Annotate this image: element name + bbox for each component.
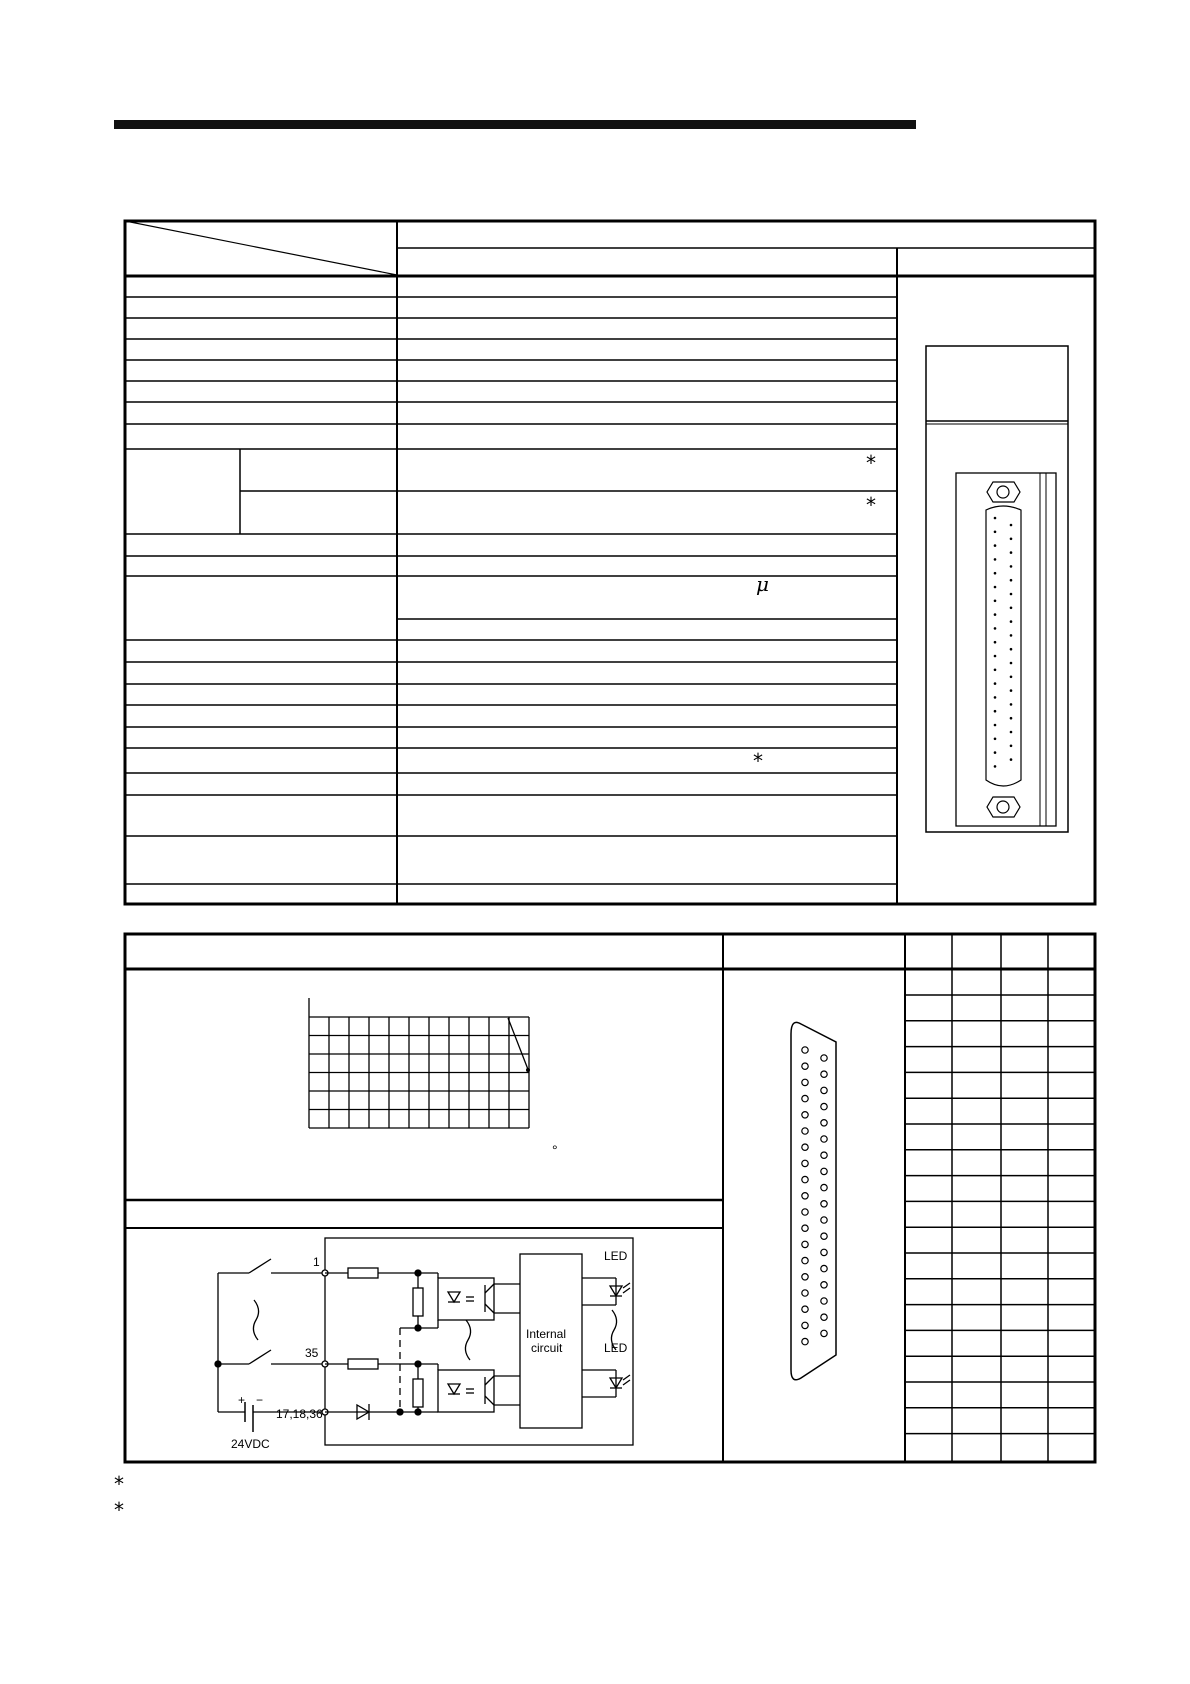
pin-dot <box>994 586 997 589</box>
header-diagonal <box>125 221 397 275</box>
wiring-table <box>125 934 1095 1462</box>
pin-circle <box>802 1112 808 1118</box>
connector-pins <box>802 1047 827 1345</box>
pin-dot <box>994 696 997 699</box>
connector-pin-dots <box>994 517 1013 768</box>
pin-dot <box>1010 662 1013 665</box>
hex-screw-icon <box>987 797 1020 817</box>
pin-circle <box>802 1306 808 1312</box>
terminal-label: 35 <box>305 1346 319 1360</box>
pin-dot <box>1010 703 1013 706</box>
footnote-mark: * <box>753 749 763 773</box>
chart-leader-line <box>508 1018 529 1072</box>
hex-screw-icon <box>987 482 1020 502</box>
pin-circle <box>802 1160 808 1166</box>
footnote-mark: * <box>866 451 876 475</box>
terminal-label: 1 <box>313 1255 320 1269</box>
omission-mark <box>253 1300 258 1340</box>
pin-dot <box>994 627 997 630</box>
pin-circle <box>802 1047 808 1053</box>
footnote-mark: * <box>114 1498 124 1522</box>
pin-circle <box>802 1176 808 1182</box>
led-label: LED <box>604 1341 628 1355</box>
pin-circle <box>802 1144 808 1150</box>
internal-circuit-label: circuit <box>531 1341 563 1355</box>
degree-mark: ° <box>552 1142 558 1158</box>
switch-icon <box>249 1259 271 1273</box>
pin-dot <box>994 682 997 685</box>
pin-table-rows <box>905 995 1095 1434</box>
d-sub-connector <box>791 1022 836 1379</box>
pin-circle <box>802 1322 808 1328</box>
pin-dot <box>994 641 997 644</box>
pin-dot <box>1010 745 1013 748</box>
pin-circle <box>802 1225 808 1231</box>
pin-circle <box>821 1152 827 1158</box>
connector-outline <box>791 1022 836 1379</box>
pin-dot <box>1010 676 1013 679</box>
pin-circle <box>821 1136 827 1142</box>
pin-circle <box>821 1201 827 1207</box>
pin-dot <box>1010 565 1013 568</box>
pin-circle <box>802 1274 808 1280</box>
pin-circle <box>821 1217 827 1223</box>
pin-dot <box>1010 524 1013 527</box>
resistor-icon <box>413 1288 423 1316</box>
pin-dot <box>994 765 997 768</box>
pin-dot <box>1010 579 1013 582</box>
footnote-mark: * <box>866 493 876 517</box>
switch-icon <box>249 1350 271 1364</box>
pin-circle <box>802 1095 808 1101</box>
pin-dot <box>994 531 997 534</box>
pin-circle <box>802 1063 808 1069</box>
module-front-view <box>926 346 1068 832</box>
footnote-mark: * <box>114 1472 124 1496</box>
pin-dot <box>1010 689 1013 692</box>
pin-dot <box>1010 758 1013 761</box>
terminal-label: 17,18,36 <box>276 1407 323 1421</box>
wiring-table-border <box>125 934 1095 1462</box>
connector-shell <box>986 506 1021 786</box>
module-boundary <box>325 1238 633 1445</box>
spec-table-border <box>125 221 1095 904</box>
pin-circle <box>821 1055 827 1061</box>
pin-dot <box>1010 551 1013 554</box>
pin-circle <box>821 1184 827 1190</box>
pin-circle <box>821 1249 827 1255</box>
pin-dot <box>994 710 997 713</box>
pin-circle <box>821 1314 827 1320</box>
pin-dot <box>994 517 997 520</box>
pin-circle <box>821 1282 827 1288</box>
pin-circle <box>821 1071 827 1077</box>
omission-mark <box>465 1320 470 1360</box>
pin-dot <box>1010 731 1013 734</box>
pin-dot <box>994 613 997 616</box>
pin-dot <box>994 669 997 672</box>
spec-row-lines <box>125 297 897 884</box>
pin-dot <box>994 544 997 547</box>
pin-dot <box>1010 538 1013 541</box>
pin-circle <box>802 1079 808 1085</box>
pin-circle <box>821 1298 827 1304</box>
pin-circle <box>821 1265 827 1271</box>
pin-circle <box>821 1120 827 1126</box>
minus-label: − <box>256 1393 264 1407</box>
spec-table <box>125 221 1095 904</box>
micro-symbol: μ <box>756 572 769 596</box>
pin-circle <box>802 1290 808 1296</box>
pin-dot <box>994 724 997 727</box>
chart-leader-dot <box>526 1068 530 1072</box>
pin-circle <box>802 1209 808 1215</box>
pin-dot <box>994 655 997 658</box>
pin-dot <box>1010 717 1013 720</box>
plus-label: + <box>238 1393 246 1407</box>
pin-circle <box>821 1103 827 1109</box>
pin-dot <box>994 572 997 575</box>
pin-circle <box>821 1168 827 1174</box>
pin-dot <box>994 751 997 754</box>
pin-dot <box>1010 593 1013 596</box>
pin-circle <box>821 1233 827 1239</box>
pin-circle <box>802 1338 808 1344</box>
pin-dot <box>994 738 997 741</box>
led-label: LED <box>604 1249 628 1263</box>
pin-circle <box>802 1193 808 1199</box>
supply-label: 24VDC <box>231 1437 270 1451</box>
internal-circuit-label: Internal <box>526 1327 567 1341</box>
resistor-icon <box>348 1359 378 1369</box>
derating-chart <box>309 998 529 1128</box>
pin-dot <box>1010 634 1013 637</box>
pin-circle <box>821 1330 827 1336</box>
pin-dot <box>1010 648 1013 651</box>
resistor-icon <box>348 1268 378 1278</box>
pin-dot <box>994 558 997 561</box>
pin-circle <box>802 1241 808 1247</box>
resistor-icon <box>413 1379 423 1407</box>
pin-dot <box>1010 620 1013 623</box>
pin-circle <box>821 1087 827 1093</box>
pin-dot <box>1010 607 1013 610</box>
pin-circle <box>802 1257 808 1263</box>
pin-circle <box>802 1128 808 1134</box>
pin-dot <box>994 600 997 603</box>
